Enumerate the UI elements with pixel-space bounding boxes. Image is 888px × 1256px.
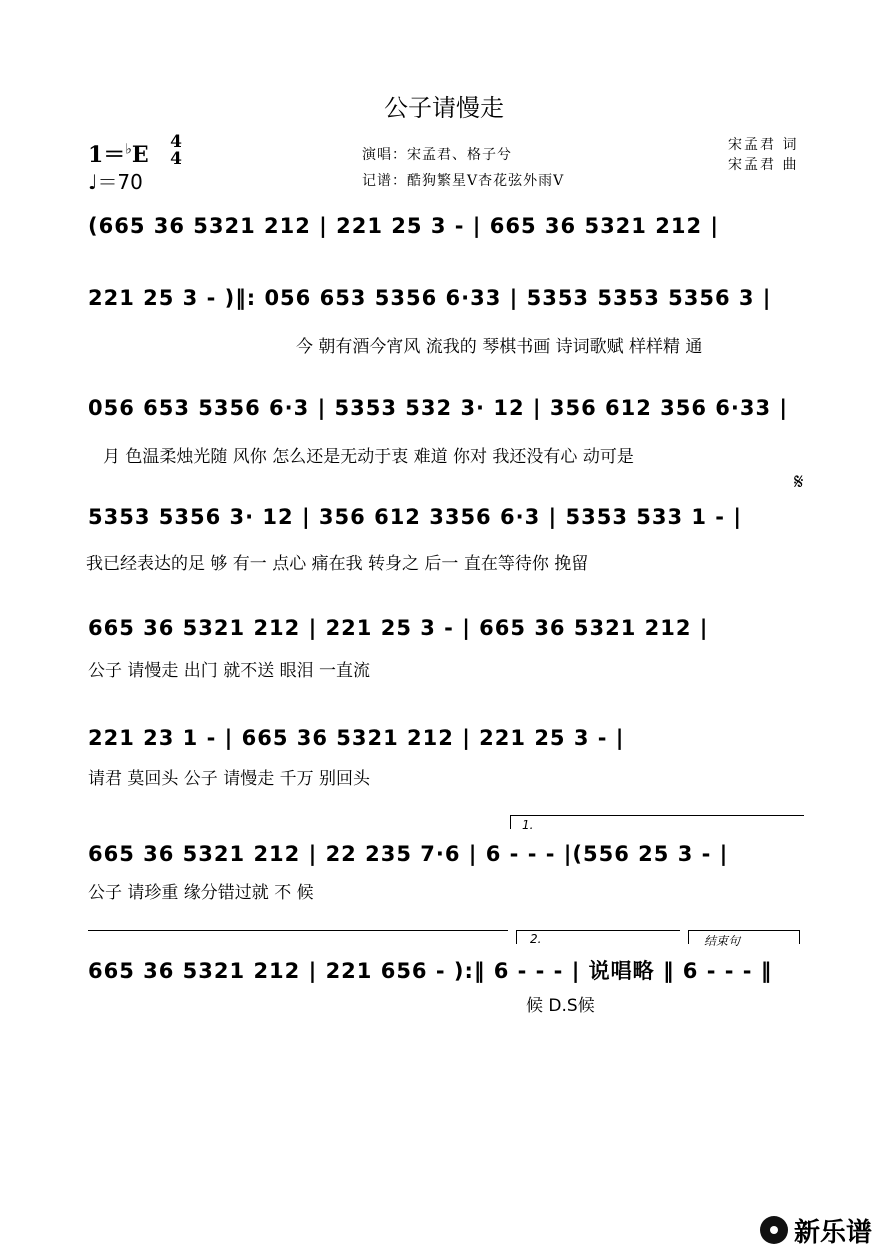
- score-row-4-notes: 5353 5356 3· 12 | 356 612 3356 6·3 | 5353 533 1 - |: [88, 505, 743, 529]
- volta-2-bracket: [516, 930, 680, 931]
- tempo-marking: ♩＝70: [88, 170, 143, 194]
- ending-label: 结束句: [704, 934, 741, 948]
- score-row-4-lyrics: 我已经表达的足 够 有一 点心 痛在我 转身之 后一 直在等待你 挽留: [86, 554, 589, 574]
- key-signature: 1＝♭E: [88, 141, 149, 168]
- repeat-bracket-line: [88, 930, 508, 931]
- score-row-3-notes: 056 653 5356 6·3 | 5353 532 3· 12 | 356 612 356 6·33 |: [88, 396, 789, 420]
- vinyl-record-icon: [760, 1216, 788, 1244]
- score-row-7-notes: 665 36 5321 212 | 22 235 7·6 | 6 - - - |(556 25 3 - |: [88, 842, 729, 866]
- score-row-1-notes: (665 36 5321 212 | 221 25 3 - | 665 36 5321 212 |: [88, 214, 720, 238]
- score-row-3-lyrics: 月 色温柔烛光随 风你 怎么还是无动于衷 难道 你对 我还没有心 动可是: [103, 447, 634, 467]
- volta-2-bracket-left: [516, 930, 517, 944]
- transcriber-credit: 记谱：酷狗繁星V杏花弦外雨V: [362, 173, 565, 189]
- volta-2-label: 2.: [530, 932, 542, 946]
- volta-1-label: 1.: [522, 818, 534, 832]
- score-row-8-lyrics: 候 D.S候: [526, 996, 595, 1016]
- score-row-2-lyrics: 今 朝有酒今宵风 流我的 琴棋书画 诗词歌赋 样样精 通: [296, 337, 703, 357]
- score-row-6-notes: 221 23 1 - | 665 36 5321 212 | 221 25 3 - |: [88, 726, 625, 750]
- score-row-5-notes: 665 36 5321 212 | 221 25 3 - | 665 36 5321 212 |: [88, 616, 709, 640]
- ending-bracket-left: [688, 930, 689, 944]
- singer-credit: 演唱：宋孟君、格子兮: [362, 147, 512, 163]
- site-logo: 新乐谱: [794, 1218, 873, 1248]
- score-row-6-lyrics: 请君 莫回头 公子 请慢走 千万 别回头: [88, 769, 371, 789]
- lyricist-credit: 宋孟君 词: [728, 137, 799, 153]
- score-row-8-notes: 665 36 5321 212 | 221 656 - ):‖ 6 - - - | 说唱略 ‖ 6 - - - ‖: [88, 959, 773, 983]
- score-row-7-lyrics: 公子 请珍重 缘分错过就 不 候: [88, 883, 314, 903]
- segno-sign: 𝄋: [794, 470, 804, 495]
- time-signature: 4 4: [170, 132, 182, 169]
- song-title: 公子请慢走: [384, 94, 504, 122]
- composer-credit: 宋孟君 曲: [728, 157, 799, 173]
- ending-bracket: [688, 930, 800, 931]
- ending-bracket-right: [799, 930, 800, 944]
- score-row-5-lyrics: 公子 请慢走 出门 就不送 眼泪 一直流: [88, 661, 371, 681]
- score-row-2-notes: 221 25 3 - )‖: 056 653 5356 6·33 | 5353 5353 5356 3 |: [88, 286, 772, 310]
- volta-1-bracket: [510, 815, 804, 816]
- volta-1-bracket-left: [510, 815, 511, 829]
